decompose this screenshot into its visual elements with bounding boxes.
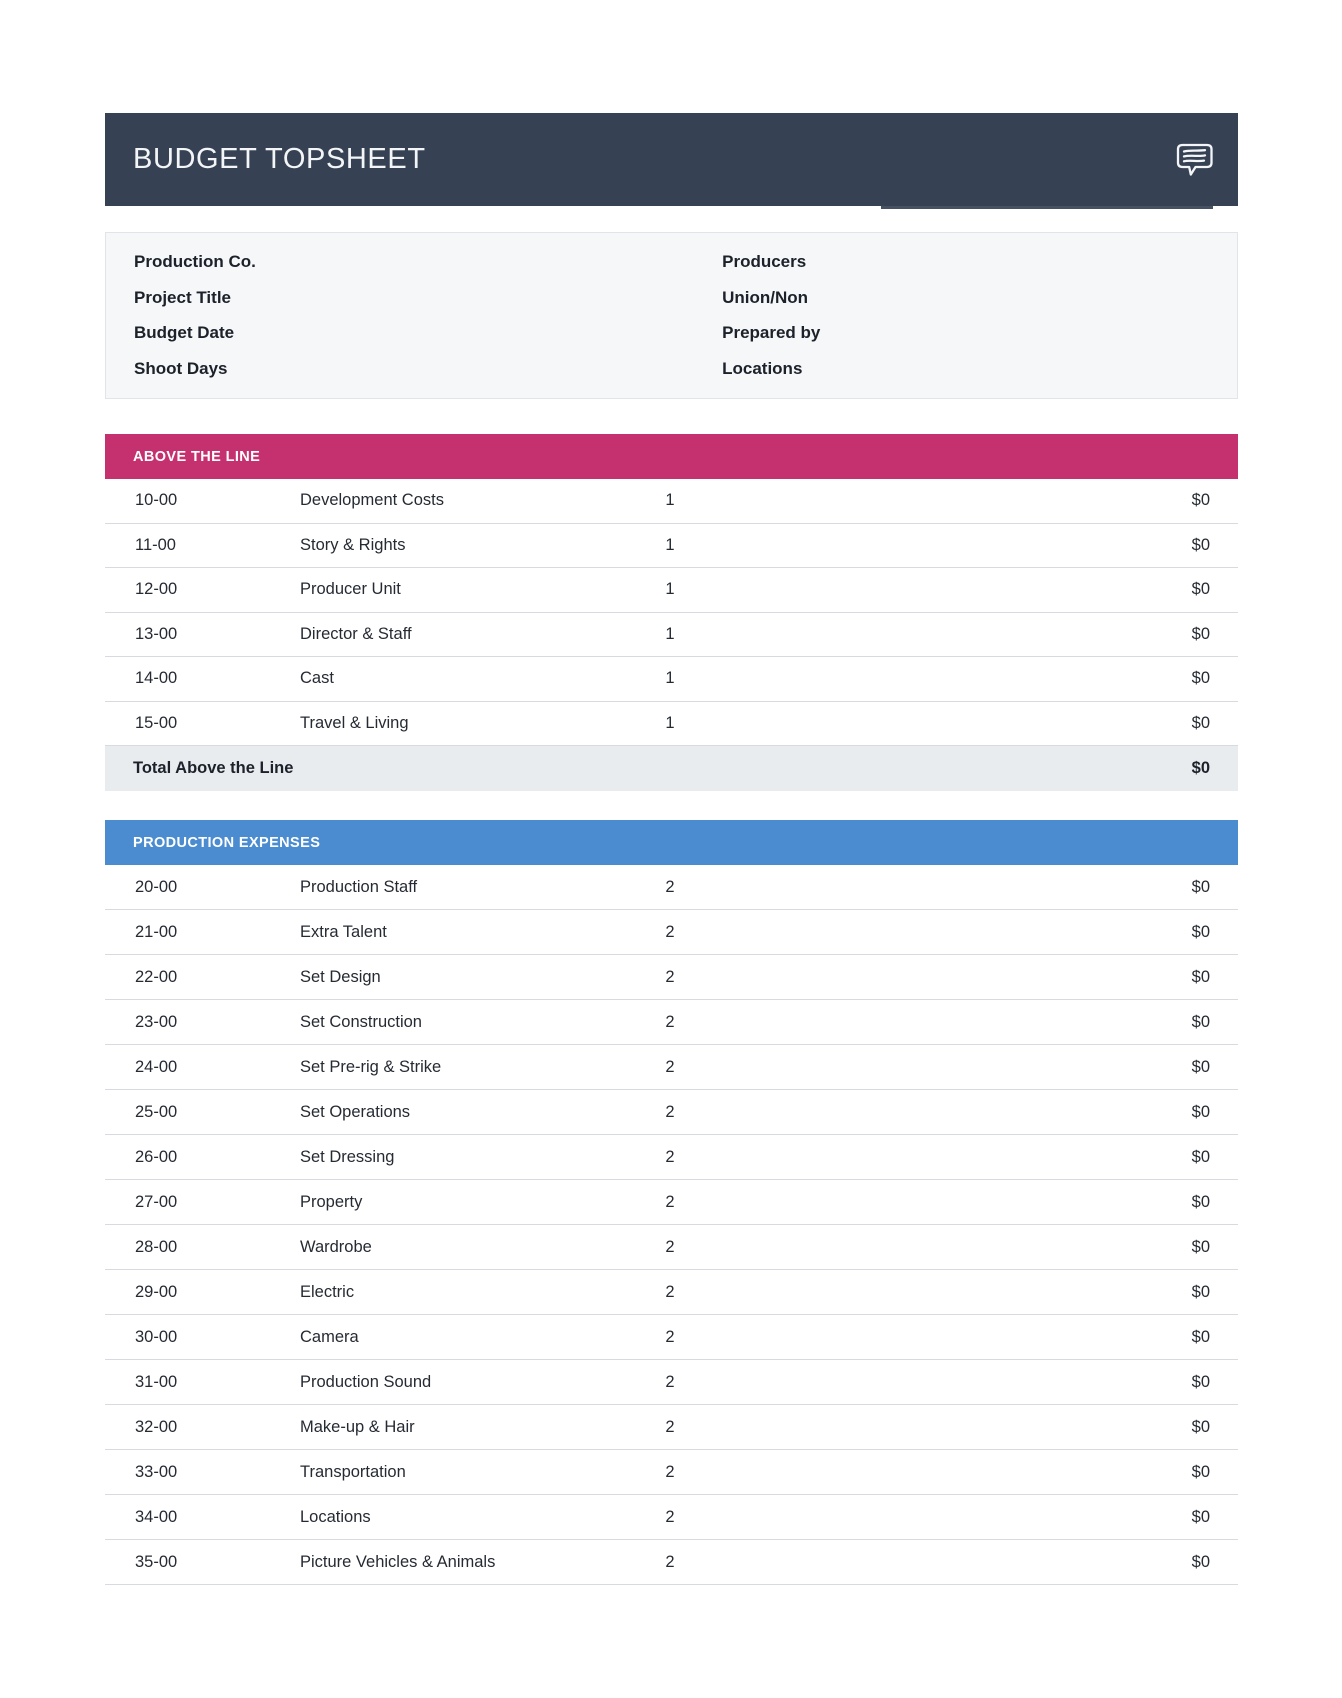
cell-account: 12-00 xyxy=(135,580,178,599)
info-column-left xyxy=(106,244,694,387)
cell-account: 24-00 xyxy=(135,1057,178,1076)
info-field-project-title xyxy=(106,280,694,316)
cell-amount: $0 xyxy=(1191,1552,1210,1571)
cell-account: 10-00 xyxy=(135,491,178,510)
budget-line-row xyxy=(105,1495,1238,1540)
budget-line-row xyxy=(105,1135,1238,1180)
cell-category: Story & Rights xyxy=(300,535,406,554)
budget-line-row xyxy=(105,1000,1238,1045)
cell-category: Property xyxy=(300,1192,363,1211)
cell-category: Production Sound xyxy=(300,1372,432,1391)
budget-line-row xyxy=(105,1225,1238,1270)
cell-amount: $0 xyxy=(1191,1147,1210,1166)
cell-category: Set Pre-rig & Strike xyxy=(300,1057,442,1076)
cell-category: Director & Staff xyxy=(300,624,412,643)
cell-category: Set Operations xyxy=(300,1102,411,1121)
cell-amount: $0 xyxy=(1191,1282,1210,1301)
cell-page-num: 2 xyxy=(665,1102,675,1121)
cell-account: 23-00 xyxy=(135,1012,178,1031)
cell-account: 20-00 xyxy=(135,877,178,896)
cell-amount: $0 xyxy=(1191,580,1210,599)
info-field-production-co xyxy=(106,244,694,280)
cell-page-num: 1 xyxy=(665,624,675,643)
info-label: Union/Non xyxy=(722,287,809,307)
cell-page-num: 2 xyxy=(665,877,675,896)
total-label: Total Above the Line xyxy=(133,759,294,777)
cell-account: 34-00 xyxy=(135,1507,178,1526)
info-field-producers xyxy=(694,244,1237,280)
cell-amount: $0 xyxy=(1191,491,1210,510)
cell-page-num: 2 xyxy=(665,1552,675,1571)
budget-line-row xyxy=(105,1180,1238,1225)
cell-account: 11-00 xyxy=(135,535,176,554)
info-field-budget-date xyxy=(106,316,694,352)
info-label: Prepared by xyxy=(722,323,821,343)
cell-account: 25-00 xyxy=(135,1102,178,1121)
cell-page-num: 2 xyxy=(665,1192,675,1211)
cell-amount: $0 xyxy=(1191,967,1210,986)
budget-line-row xyxy=(105,910,1238,955)
cell-page-num: 1 xyxy=(665,535,675,554)
cell-account: 30-00 xyxy=(135,1327,178,1346)
header-shadow-strip xyxy=(881,206,1213,209)
cell-amount: $0 xyxy=(1191,1507,1210,1526)
cell-page-num: 2 xyxy=(665,1507,675,1526)
cell-category: Set Design xyxy=(300,967,381,986)
cell-account: 32-00 xyxy=(135,1417,178,1436)
cell-amount: $0 xyxy=(1191,1372,1210,1391)
budget-line-row xyxy=(105,1405,1238,1450)
cell-amount: $0 xyxy=(1191,1417,1210,1436)
section-production-expenses xyxy=(105,820,1238,1585)
info-column-right xyxy=(694,244,1237,387)
cell-amount: $0 xyxy=(1191,1102,1210,1121)
budget-line-row xyxy=(105,479,1238,524)
cell-amount: $0 xyxy=(1191,1012,1210,1031)
section-title: PRODUCTION EXPENSES xyxy=(133,834,321,851)
cell-category: Extra Talent xyxy=(300,922,387,941)
cell-page-num: 2 xyxy=(665,1327,675,1346)
budget-line-row xyxy=(105,568,1238,613)
cell-category: Cast xyxy=(300,669,334,688)
cell-page-num: 1 xyxy=(665,669,675,688)
budget-line-row xyxy=(105,524,1238,569)
cell-category: Production Staff xyxy=(300,877,418,896)
cell-category: Travel & Living xyxy=(300,713,409,732)
budget-topsheet-document xyxy=(105,113,1238,1585)
cell-account: 33-00 xyxy=(135,1462,178,1481)
budget-line-row xyxy=(105,1360,1238,1405)
page-title: BUDGET TOPSHEET xyxy=(133,143,426,175)
cell-amount: $0 xyxy=(1191,669,1210,688)
cell-page-num: 2 xyxy=(665,922,675,941)
cell-category: Transportation xyxy=(300,1462,406,1481)
cell-account: 15-00 xyxy=(135,713,178,732)
cell-account: 22-00 xyxy=(135,967,178,986)
cell-amount: $0 xyxy=(1191,713,1210,732)
cell-category: Make-up & Hair xyxy=(300,1417,415,1436)
cell-page-num: 2 xyxy=(665,1282,675,1301)
info-field-union-non xyxy=(694,280,1237,316)
cell-category: Development Costs xyxy=(300,491,444,510)
cell-amount: $0 xyxy=(1191,1462,1210,1481)
cell-account: 14-00 xyxy=(135,669,178,688)
cell-account: 27-00 xyxy=(135,1192,178,1211)
cell-page-num: 1 xyxy=(665,491,675,510)
budget-line-row xyxy=(105,865,1238,910)
budget-line-row xyxy=(105,1315,1238,1360)
info-label: Producers xyxy=(722,251,807,271)
cell-page-num: 2 xyxy=(665,1237,675,1256)
info-label: Budget Date xyxy=(134,323,235,343)
cell-account: 31-00 xyxy=(135,1372,178,1391)
total-amount: $0 xyxy=(1191,759,1210,777)
header-bar xyxy=(105,113,1238,206)
cell-account: 28-00 xyxy=(135,1237,178,1256)
info-label: Locations xyxy=(722,359,803,379)
cell-category: Electric xyxy=(300,1282,355,1301)
cell-page-num: 2 xyxy=(665,967,675,986)
cell-account: 13-00 xyxy=(135,624,178,643)
cell-category: Set Construction xyxy=(300,1012,422,1031)
cell-page-num: 2 xyxy=(665,1417,675,1436)
cell-account: 29-00 xyxy=(135,1282,178,1301)
cell-amount: $0 xyxy=(1191,1192,1210,1211)
cell-category: Wardrobe xyxy=(300,1237,372,1256)
comment-bubble-icon[interactable] xyxy=(1174,142,1214,178)
budget-line-row xyxy=(105,702,1238,747)
cell-amount: $0 xyxy=(1191,1237,1210,1256)
section-title: ABOVE THE LINE xyxy=(133,448,261,465)
above-the-line-rows xyxy=(105,479,1238,746)
section-above-the-line xyxy=(105,434,1238,791)
production-expenses-rows xyxy=(105,865,1238,1585)
budget-line-row xyxy=(105,613,1238,658)
budget-line-row xyxy=(105,1090,1238,1135)
cell-page-num: 2 xyxy=(665,1147,675,1166)
budget-line-row xyxy=(105,955,1238,1000)
cell-amount: $0 xyxy=(1191,1327,1210,1346)
info-field-shoot-days xyxy=(106,351,694,387)
cell-category: Set Dressing xyxy=(300,1147,395,1166)
total-above-the-line-row xyxy=(105,746,1238,791)
budget-line-row xyxy=(105,657,1238,702)
section-header-above-the-line xyxy=(105,434,1238,479)
budget-line-row xyxy=(105,1450,1238,1495)
cell-account: 21-00 xyxy=(135,922,178,941)
info-label: Shoot Days xyxy=(134,359,228,379)
cell-account: 26-00 xyxy=(135,1147,178,1166)
cell-amount: $0 xyxy=(1191,922,1210,941)
cell-page-num: 2 xyxy=(665,1057,675,1076)
cell-page-num: 1 xyxy=(665,580,675,599)
cell-account: 35-00 xyxy=(135,1552,178,1571)
cell-category: Producer Unit xyxy=(300,580,401,599)
cell-category: Locations xyxy=(300,1507,371,1526)
cell-page-num: 1 xyxy=(665,713,675,732)
budget-line-row xyxy=(105,1045,1238,1090)
budget-line-row xyxy=(105,1540,1238,1585)
budget-line-row xyxy=(105,1270,1238,1315)
cell-category: Picture Vehicles & Animals xyxy=(300,1552,496,1571)
cell-amount: $0 xyxy=(1191,535,1210,554)
production-info-panel xyxy=(105,232,1238,399)
cell-amount: $0 xyxy=(1191,624,1210,643)
info-label: Project Title xyxy=(134,287,231,307)
cell-amount: $0 xyxy=(1191,1057,1210,1076)
cell-page-num: 2 xyxy=(665,1372,675,1391)
cell-page-num: 2 xyxy=(665,1462,675,1481)
info-field-locations xyxy=(694,351,1237,387)
cell-amount: $0 xyxy=(1191,877,1210,896)
cell-page-num: 2 xyxy=(665,1012,675,1031)
info-field-prepared-by xyxy=(694,316,1237,352)
cell-category: Camera xyxy=(300,1327,359,1346)
info-label: Production Co. xyxy=(134,251,256,271)
section-header-production-expenses xyxy=(105,820,1238,865)
